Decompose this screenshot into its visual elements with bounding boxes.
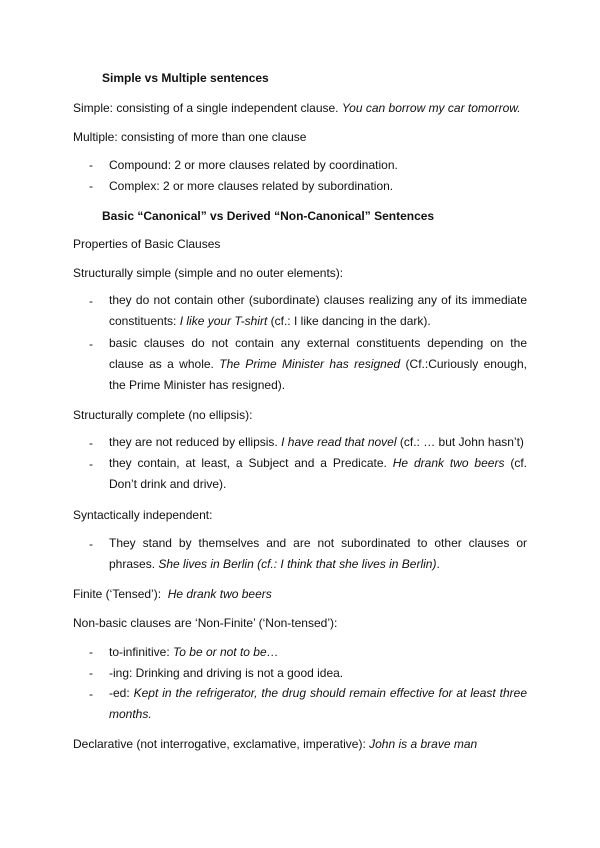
example-text: I like your T-shirt	[179, 314, 268, 328]
bullet-dash: -	[89, 687, 93, 701]
complex-item: Complex: 2 or more clauses related by subordination.	[109, 179, 394, 193]
text-line	[109, 432, 527, 453]
example-text: months.	[109, 707, 152, 721]
declarative-line	[73, 737, 477, 751]
text-span: (Cf.:Curiously enough,	[400, 357, 527, 371]
text-line: Don’t drink and drive).	[109, 477, 227, 491]
structurally-simple-title: Structurally simple (simple and no outer elements):	[73, 266, 344, 280]
text-span: they are not reduced by ellipsis.	[109, 435, 282, 449]
text-span: phrases.	[109, 557, 159, 571]
structurally-simple-item-1	[109, 290, 527, 332]
bullet-dash: -	[89, 457, 93, 471]
text-span: (cf.	[504, 456, 527, 470]
ed-item	[109, 683, 527, 725]
example-text: She lives in Berlin (cf.: I think that she lives in Berlin)	[158, 557, 437, 571]
syntactically-independent-item	[109, 533, 527, 575]
simple-example: You can borrow my car tomorrow.	[341, 101, 521, 115]
example-text: I have read that novel	[281, 435, 397, 449]
example-text: The Prime Minister has resigned	[219, 357, 401, 371]
simple-definition	[73, 101, 521, 115]
text-span: (cf.: I like dancing in the dark).	[267, 314, 431, 328]
structurally-complete-title: Structurally complete (no ellipsis):	[73, 408, 253, 422]
text-span: clause as a whole.	[109, 357, 220, 371]
bullet-dash: -	[89, 436, 93, 450]
simple-label: Simple: consisting of a single independent clause.	[73, 101, 339, 115]
bullet-dash: -	[89, 666, 93, 680]
structurally-simple-item-2	[109, 333, 527, 396]
to-infinitive-item	[109, 645, 279, 659]
finite-line	[73, 587, 272, 601]
finite-label: Finite (‘Tensed’):	[73, 587, 162, 601]
bullet-dash: -	[89, 158, 93, 172]
finite-example: He drank two beers	[167, 587, 272, 601]
text-span: -ed:	[109, 686, 134, 700]
text-line	[109, 704, 527, 725]
heading-canonical: Basic “Canonical” vs Derived “Non-Canonical” Sentences	[102, 209, 435, 223]
text-line	[109, 354, 527, 375]
bullet-dash: -	[89, 179, 93, 193]
declarative-example: John is a brave man	[369, 737, 478, 751]
bullet-dash: -	[89, 294, 93, 308]
text-line: They stand by themselves and are not subordinated to other clauses or	[109, 536, 527, 550]
properties-heading: Properties of Basic Clauses	[73, 237, 221, 251]
non-basic-title: Non-basic clauses are ‘Non-Finite’ (‘Non-tensed’):	[73, 616, 338, 630]
declarative-label: Declarative (not interrogative, exclamative, imperative):	[73, 737, 366, 751]
text-line	[109, 683, 527, 704]
multiple-definition: Multiple: consisting of more than one clause	[73, 130, 307, 144]
text-span: to-infinitive:	[109, 645, 174, 659]
bullet-dash: -	[89, 645, 93, 659]
heading-simple-vs-multiple: Simple vs Multiple sentences	[102, 71, 269, 85]
bullet-dash: -	[89, 537, 93, 551]
example-text: Kept in the refrigerator, the drug should remain effective for at least three	[133, 686, 527, 700]
compound-item: Compound: 2 or more clauses related by coordination.	[109, 158, 398, 172]
text-line	[109, 453, 527, 474]
example-text: To be or not to be…	[173, 645, 279, 659]
example-text: He drank two beers	[392, 456, 505, 470]
syntactically-independent-title: Syntactically independent:	[73, 508, 213, 522]
ing-item: -ing: Drinking and driving is not a good idea.	[109, 666, 344, 680]
text-line: they do not contain other (subordinate) clauses realizing any of its immediate	[109, 293, 527, 307]
text-line: the Prime Minister has resigned).	[109, 378, 286, 392]
text-span: constituents:	[109, 314, 180, 328]
structurally-complete-item-1	[109, 432, 527, 453]
text-span: .	[436, 557, 440, 571]
bullet-dash: -	[89, 337, 93, 351]
text-span: they contain, at least, a Subject and a Predicate.	[109, 456, 393, 470]
text-span: (cf.: … but John hasn’t)	[396, 435, 524, 449]
structurally-complete-item-2	[109, 453, 527, 495]
text-line	[109, 554, 527, 575]
text-line	[109, 311, 527, 332]
text-line: basic clauses do not contain any external constituents depending on the	[109, 336, 527, 350]
